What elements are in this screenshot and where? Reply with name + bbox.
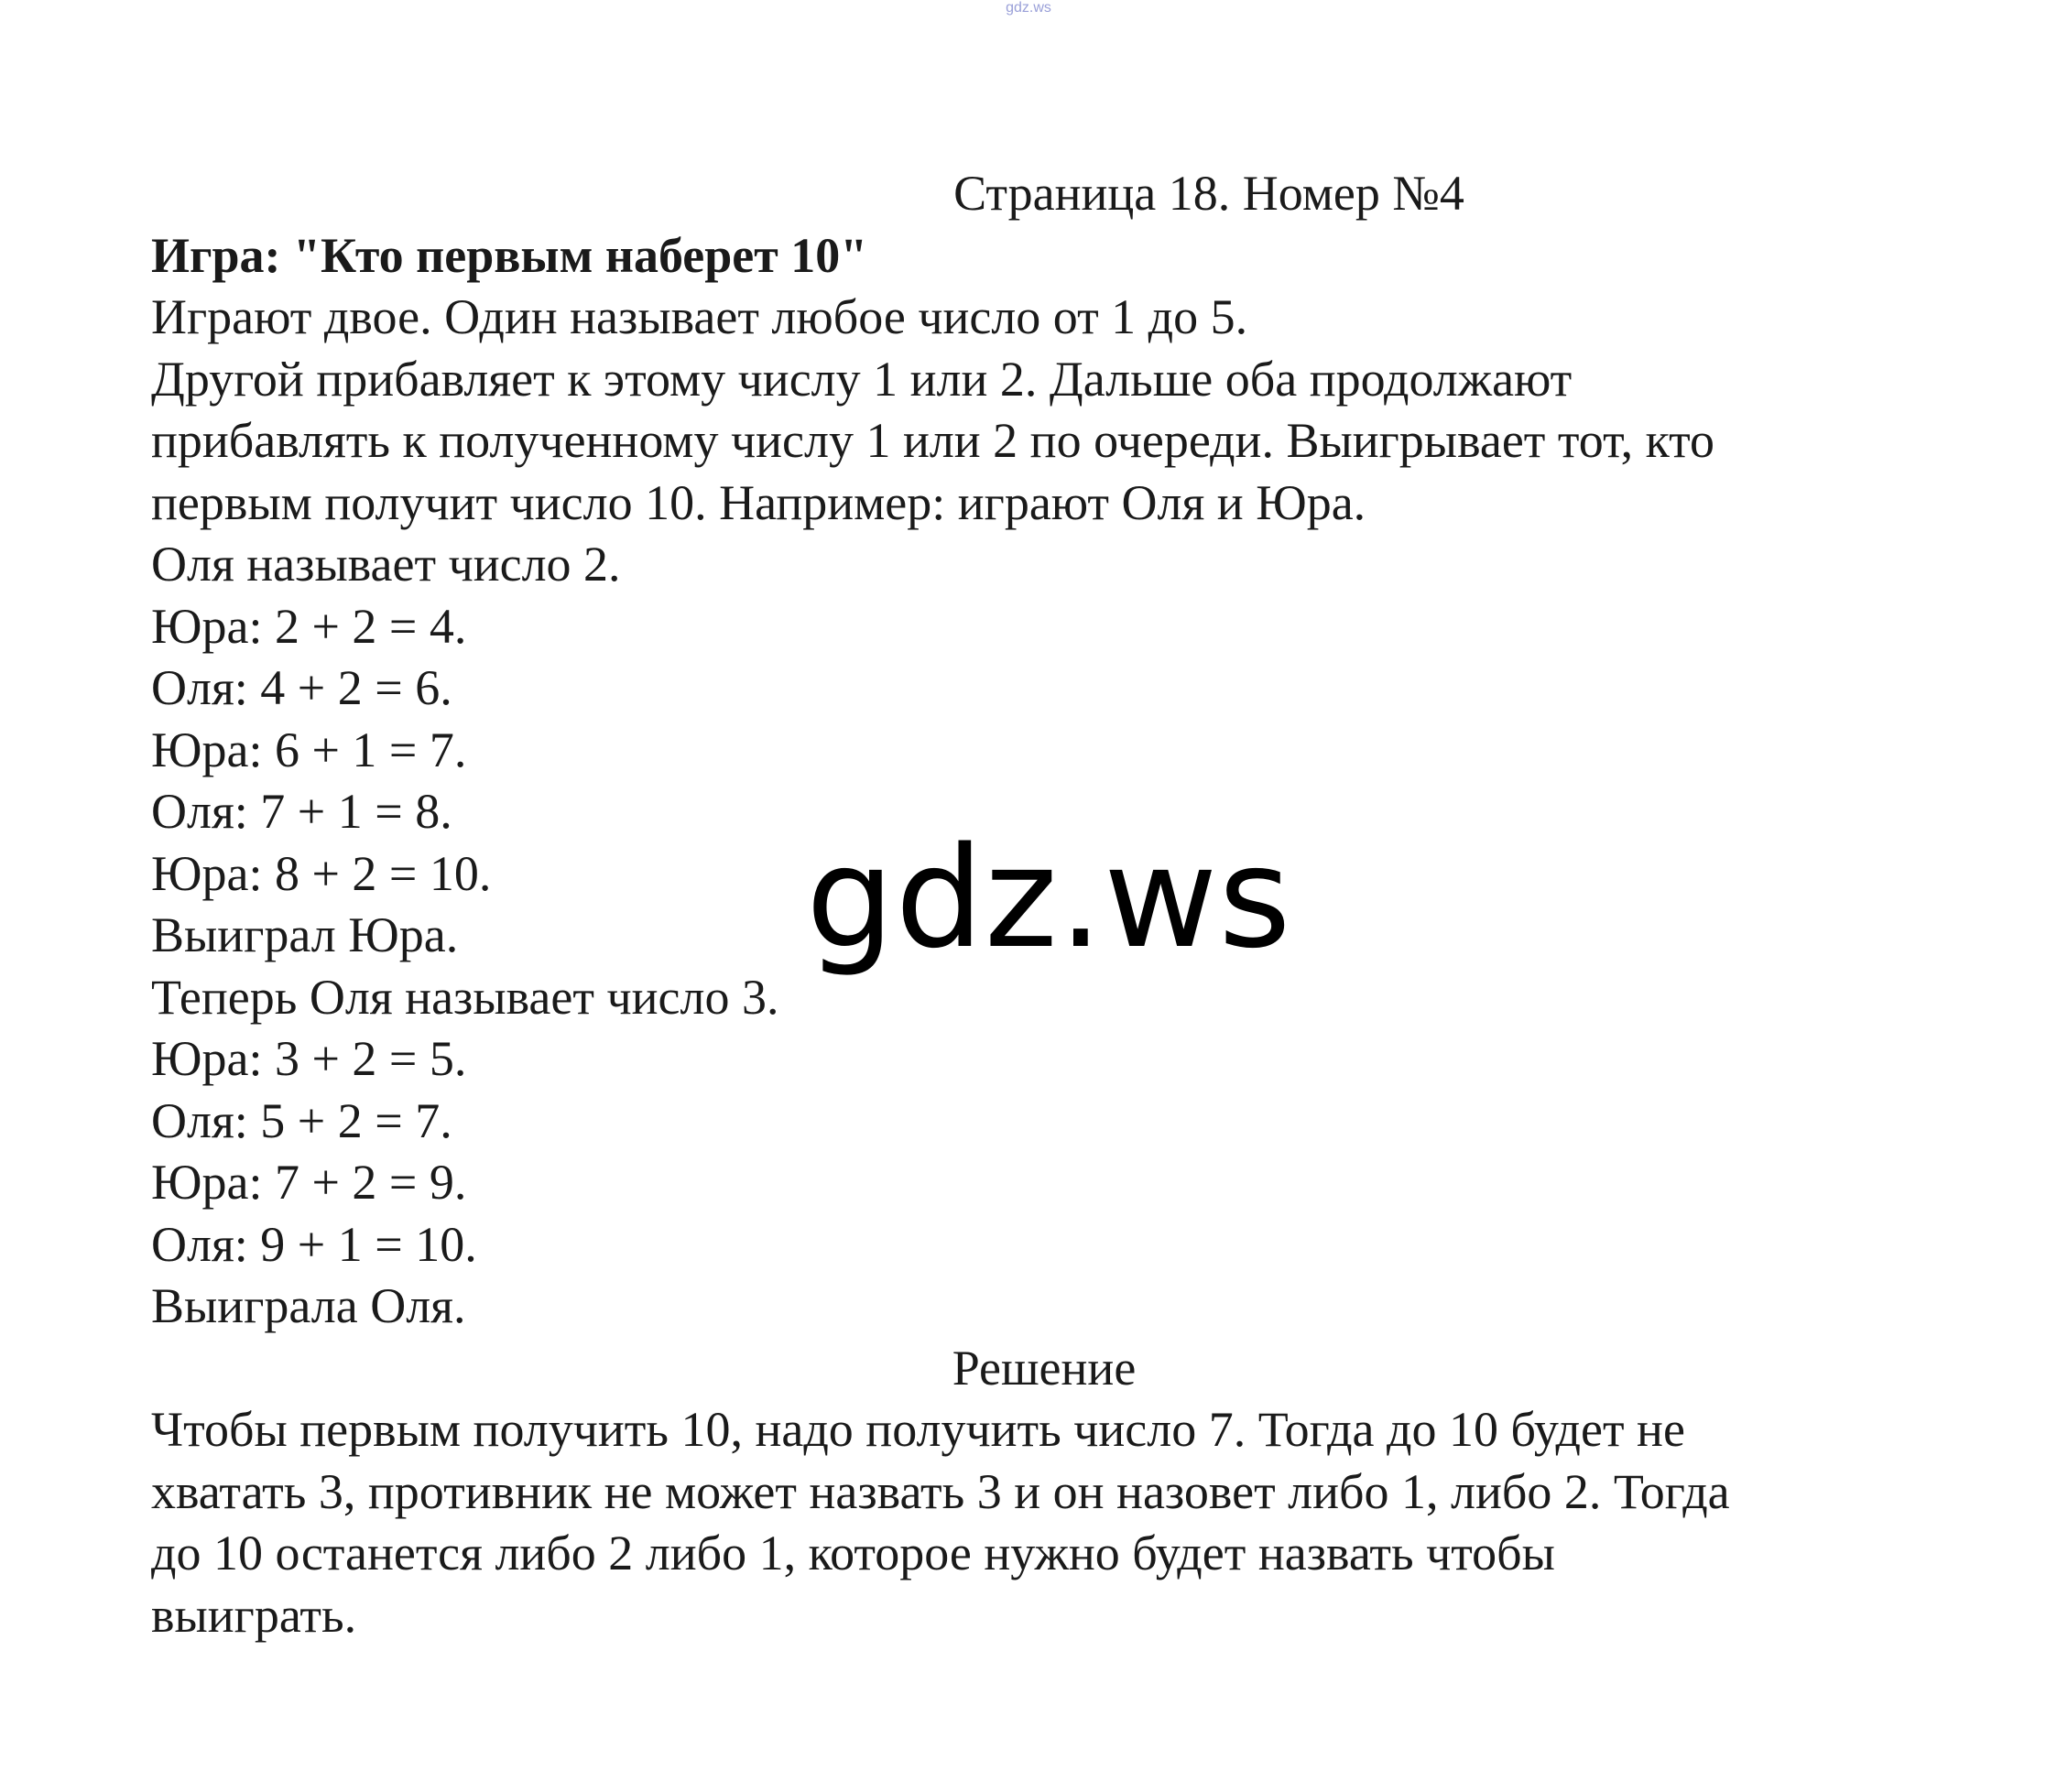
example-line: Юра: 3 + 2 = 5. xyxy=(151,1031,467,1086)
example-line: Юра: 8 + 2 = 10. xyxy=(151,845,492,901)
game-title: Игра: "Кто первым наберет 10" xyxy=(151,227,868,283)
site-mark: gdz.ws xyxy=(1006,0,1051,16)
example-line: Выиграла Оля. xyxy=(151,1278,466,1333)
rules-line: Другой прибавляет к этому числу 1 или 2. Дальше оба продолжают xyxy=(151,351,1573,407)
example-line: Выиграл Юра. xyxy=(151,907,459,962)
solution-line: выиграть. xyxy=(151,1587,357,1643)
rules-line: прибавлять к полученному числу 1 или 2 по очереди. Выигрывает тот, кто xyxy=(151,413,1715,468)
rules-line: первым получит число 10. Например: играют Оля и Юра. xyxy=(151,474,1366,530)
example-line: Теперь Оля называет число 3. xyxy=(151,969,779,1025)
example-line: Оля: 4 + 2 = 6. xyxy=(151,660,452,715)
example-line: Юра: 6 + 1 = 7. xyxy=(151,722,467,777)
example-line: Оля: 9 + 1 = 10. xyxy=(151,1216,477,1272)
example-line: Юра: 7 + 2 = 9. xyxy=(151,1155,467,1210)
solution-heading: Решение xyxy=(952,1340,1137,1396)
watermark: gdz.ws xyxy=(806,817,1292,979)
solution-line: Чтобы первым получить 10, надо получить число 7. Тогда до 10 будет не xyxy=(151,1402,1685,1457)
solution-block xyxy=(151,1399,1937,1646)
solution-line: хватать 3, противник не может назвать 3 и он назовет либо 1, либо 2. Тогда xyxy=(151,1463,1730,1519)
example-two xyxy=(151,967,1937,1338)
example-line: Оля: 7 + 1 = 8. xyxy=(151,784,452,839)
solution-line: до 10 останется либо 2 либо 1, которое нужно будет назвать чтобы xyxy=(151,1526,1555,1580)
rules-line: Играют двое. Один называет любое число от 1 до 5. xyxy=(151,289,1248,344)
rules-block xyxy=(151,287,1937,534)
example-line: Оля называет число 2. xyxy=(151,537,621,592)
page-title: Страница 18. Номер №4 xyxy=(953,166,1464,221)
example-line: Оля: 5 + 2 = 7. xyxy=(151,1092,452,1148)
example-line: Юра: 2 + 2 = 4. xyxy=(151,598,467,654)
